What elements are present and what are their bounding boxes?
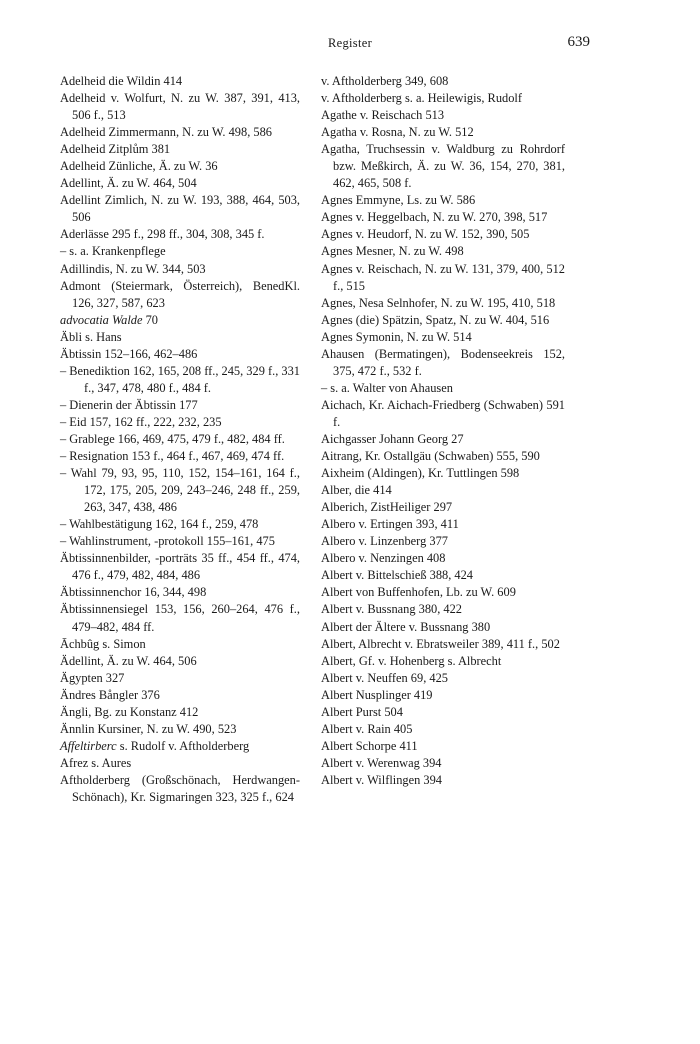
index-entry: Albero v. Linzenberg 377 bbox=[321, 534, 448, 549]
index-entry: Agatha v. Rosna, N. zu W. 512 bbox=[321, 125, 474, 140]
index-entry: Ängli, Bg. zu Konstanz 412 bbox=[60, 704, 199, 719]
page-number: 639 bbox=[567, 34, 590, 50]
index-entry: Albert, Gf. v. Hohenberg s. Albrecht bbox=[321, 653, 502, 668]
index-entry: Adellint, Ä. zu W. 464, 504 bbox=[60, 176, 197, 191]
index-entry: Ahausen (Bermatingen), Bodenseekreis 152, 375, 472 f., 532 f. bbox=[321, 346, 565, 378]
index-entry: Adelheid Zimmermann, N. zu W. 498, 586 bbox=[60, 125, 272, 140]
index-entry: Āchbûg s. Simon bbox=[60, 636, 146, 651]
index-entry: Adelheid v. Wolfurt, N. zu W. 387, 391, 413, 506 f., 513 bbox=[60, 91, 300, 123]
index-entry: Äbtissinnenchor 16, 344, 498 bbox=[60, 585, 207, 600]
index-entry: Ägypten 327 bbox=[60, 670, 125, 685]
index-entry: Albert v. Wilflingen 394 bbox=[321, 772, 442, 787]
index-entry: Äbtissin 152–166, 462–486 bbox=[60, 346, 198, 361]
index-entry: v. Aftholderberg 349, 608 bbox=[321, 74, 449, 88]
index-subentry: – Dienerin der Äbtissin 177 bbox=[60, 397, 198, 412]
index-entry: Albert von Buffenhofen, Lb. zu W. 609 bbox=[321, 585, 516, 600]
index-subentry: – Resignation 153 f., 464 f., 467, 469, 474 ff. bbox=[60, 449, 285, 464]
index-entry: Agnes, Nesa Selnhofer, N. zu W. 195, 410, 518 bbox=[321, 295, 556, 310]
index-entry: Aderlässe 295 f., 298 ff., 304, 308, 345 f. bbox=[60, 227, 265, 242]
index-entry: Agnes Symonin, N. zu W. 514 bbox=[321, 329, 472, 344]
index-subentry: – Benediktion 162, 165, 208 ff., 245, 329 f., 331 f., 347, 478, 480 f., 484 f. bbox=[60, 363, 300, 395]
index-column-left bbox=[60, 73, 300, 806]
index-entry: Adelheid die Wildin 414 bbox=[60, 74, 183, 88]
index-entry: Albert v. Neuffen 69, 425 bbox=[321, 670, 448, 685]
index-entry: Alber, die 414 bbox=[321, 483, 392, 498]
index-entry: Adelheid Zitplům 381 bbox=[60, 142, 171, 157]
page-header bbox=[0, 36, 700, 56]
index-entry: Agnes v. Heudorf, N. zu W. 152, 390, 505 bbox=[321, 227, 530, 242]
index-entry-italic-term: Affeltirberc bbox=[60, 738, 117, 753]
index-entry: Albero v. Ertingen 393, 411 bbox=[321, 517, 459, 532]
index-subentry: – Wahlinstrument, -protokoll 155–161, 475 bbox=[60, 534, 275, 549]
index-entry: Aixheim (Aldingen), Kr. Tuttlingen 598 bbox=[321, 466, 520, 481]
index-entry: Albert Schorpe 411 bbox=[321, 738, 418, 753]
index-entry: Ädellint, Ä. zu W. 464, 506 bbox=[60, 653, 197, 668]
index-entry: Albert v. Werenwag 394 bbox=[321, 755, 442, 770]
index-entry: Aitrang, Kr. Ostallgäu (Schwaben) 555, 590 bbox=[321, 449, 540, 464]
index-entry: Adelheid Zünliche, Ä. zu W. 36 bbox=[60, 159, 218, 174]
index-entry: Agnes Mesner, N. zu W. 498 bbox=[321, 244, 464, 259]
index-entry: Adillindis, N. zu W. 344, 503 bbox=[60, 261, 206, 276]
index-entry: Albert der Ältere v. Bussnang 380 bbox=[321, 619, 491, 634]
index-subentry: – Eid 157, 162 ff., 222, 232, 235 bbox=[60, 414, 222, 429]
index-entry: Agnes Emmyne, Ls. zu W. 586 bbox=[321, 193, 476, 208]
index-entry: Adellint Zimlich, N. zu W. 193, 388, 464, 503, 506 bbox=[60, 193, 300, 225]
index-entry: Aichach, Kr. Aichach-Friedberg (Schwaben) 591 f. bbox=[321, 397, 565, 429]
index-entry: Albert v. Bittelschieß 388, 424 bbox=[321, 568, 473, 583]
index-entry: Agatha, Truchsessin v. Waldburg zu Rohrdorf bzw. Meßkirch, Ä. zu W. 36, 154, 270, 381, 462, 465, 508 f. bbox=[321, 142, 565, 191]
index-entry: Agnes v. Reischach, N. zu W. 131, 379, 400, 512 f., 515 bbox=[321, 261, 565, 293]
index-entry: Agnes (die) Spätzin, Spatz, N. zu W. 404, 516 bbox=[321, 312, 550, 327]
index-subentry: – Wahl 79, 93, 95, 110, 152, 154–161, 164 f., 172, 175, 205, 209, 243–246, 248 ff., 259, 263, 347, 438, 486 bbox=[60, 466, 300, 515]
index-subentry: – s. a. Walter von Ahausen bbox=[321, 380, 453, 395]
index-entry: Afrez s. Aures bbox=[60, 755, 132, 770]
index-entry: Agathe v. Reischach 513 bbox=[321, 108, 445, 123]
index-subentry: – Wahlbestätigung 162, 164 f., 259, 478 bbox=[60, 517, 259, 532]
index-entry: Aichgasser Johann Georg 27 bbox=[321, 431, 464, 446]
index-entry-italic-term: advocatia Walde bbox=[60, 312, 143, 327]
index-entry: advocatia Walde 70 bbox=[60, 312, 158, 327]
index-column-right bbox=[321, 73, 565, 789]
index-entry: Albert Nusplinger 419 bbox=[321, 687, 433, 702]
index-entry: Albert Purst 504 bbox=[321, 704, 403, 719]
index-subentry: – Grablege 166, 469, 475, 479 f., 482, 484 ff. bbox=[60, 431, 285, 446]
index-entry: Admont (Steiermark, Österreich), BenedKl. 126, 327, 587, 623 bbox=[60, 278, 300, 310]
index-entry: Affeltirberc s. Rudolf v. Aftholderberg bbox=[60, 738, 250, 753]
index-entry: Äbtissinnensiegel 153, 156, 260–264, 476 f., 479–482, 484 ff. bbox=[60, 602, 300, 634]
index-entry: Albert v. Rain 405 bbox=[321, 721, 413, 736]
index-entry: Ändres Bångler 376 bbox=[60, 687, 160, 702]
index-entry: Albero v. Nenzingen 408 bbox=[321, 551, 446, 566]
index-entry: Ännlin Kursiner, N. zu W. 490, 523 bbox=[60, 721, 237, 736]
index-entry: Agnes v. Heggelbach, N. zu W. 270, 398, 517 bbox=[321, 210, 548, 225]
index-entry: v. Aftholderberg s. a. Heilewigis, Rudolf bbox=[321, 91, 522, 106]
page-title: Register bbox=[327, 36, 373, 50]
index-subentry: – s. a. Krankenpflege bbox=[60, 244, 166, 259]
index-entry: Aftholderberg (Großschönach, Herdwangen-Schönach), Kr. Sigmaringen 323, 325 f., 624 bbox=[60, 772, 300, 804]
index-entry: Alberich, ZistHeiliger 297 bbox=[321, 500, 453, 515]
index-entry: Albert v. Bussnang 380, 422 bbox=[321, 602, 462, 617]
index-entry: Albert, Albrecht v. Ebratsweiler 389, 411 f., 502 bbox=[321, 636, 560, 651]
index-entry: Äbtissinnenbilder, -porträts 35 ff., 454 ff., 474, 476 f., 479, 482, 484, 486 bbox=[60, 551, 300, 583]
index-entry: Äbli s. Hans bbox=[60, 329, 122, 344]
